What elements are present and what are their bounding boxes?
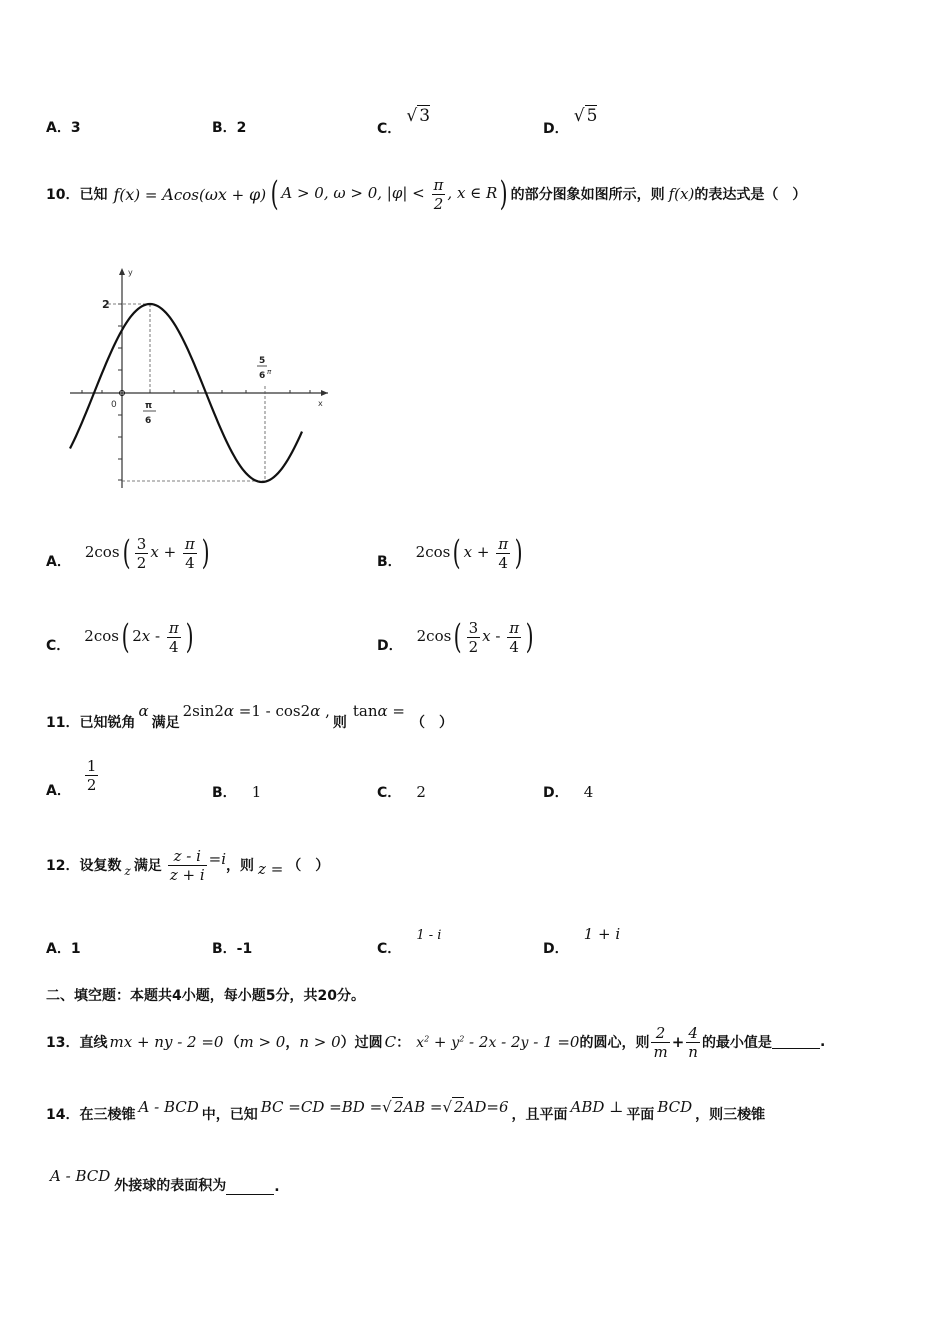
x-tick1-num: π	[145, 401, 153, 411]
x-tick2-pi: π	[267, 368, 272, 376]
q12-option-d: D． 1 + i	[543, 925, 621, 957]
q9-option-b: B．2	[212, 120, 247, 136]
q14-answer-blank	[226, 1182, 274, 1195]
x-tick2-den: 6	[259, 371, 266, 381]
q11-option-c: C． 2	[377, 783, 426, 801]
q9-option-d: D． √ 5	[543, 106, 598, 137]
q12-option-a: A．1	[46, 941, 81, 957]
q12-option-c: C． 1 - i	[377, 928, 442, 957]
q14-stem-line2: A - BCD 外接球的表面积为 .	[50, 1167, 280, 1195]
q13-answer-blank	[772, 1036, 820, 1049]
q12-stem: 12．设复数 z 满足 $\frac{z - i}{z + i}$ =i ，则 z = （ ）	[46, 846, 330, 884]
x-axis-arrow	[321, 390, 328, 396]
function-graph	[66, 262, 336, 492]
q10-option-a: A． 2cos( $\frac{3}{2}$ x + $\frac{\pi}{4}$ )	[46, 533, 210, 573]
q14-stem-line1: 14．在三棱锥 A - BCD 中，已知 BC =CD =BD =√ 2AB =√ 2AD=6 ，且平面 ABD ⊥ 平面 BCD ，则三棱锥	[46, 1098, 766, 1123]
q11-option-b: B． 1	[212, 783, 262, 801]
x-tick1-den: 6	[145, 416, 152, 426]
q10-option-c: C． 2cos( 2x - $\frac{\pi}{4}$ )	[46, 617, 194, 657]
q13-stem: 13．直线 mx + ny - 2 =0 （ m > 0 ， n > 0 ）过圆 C ： $x^2 + y^2 - 2x - 2y - 1 =0$ 的圆心，则 $\frac{2}{m}$ + $\frac{4}{n}$ 的最小值是 .	[46, 1023, 826, 1061]
q9-option-a: A．3	[46, 120, 81, 136]
q10-stem: 10．已知 f(x) = Acos(ωx + φ) ( A > 0, ω > 0, |φ| < $\frac{\pi}{2}$ , x ∈ R) 的部分图象如图所示，则 f(x) 的表达式是（ ）	[46, 174, 807, 214]
q10-option-d: D． 2cos( $\frac{3}{2}$ x - $\frac{\pi}{4}$ )	[377, 617, 534, 657]
q10-option-b: B． 2cos( x + $\frac{\pi}{4}$ )	[377, 533, 523, 573]
section-header: 二、填空题：本题共4小题，每小题5分，共20分。	[46, 988, 365, 1004]
x-tick2-num: 5	[259, 356, 266, 366]
q11-option-d: D． 4	[543, 783, 594, 801]
q12-option-b: B．-1	[212, 941, 253, 957]
q11-stem: 11．已知锐角 α 满足 2sin2α =1 - cos2α , 则 tanα = （ ）	[46, 702, 453, 731]
y-axis-arrow	[119, 268, 125, 275]
x-axis-label: x	[318, 399, 323, 408]
y-axis-label: y	[128, 268, 133, 277]
q9-option-c: C． √ 3	[377, 106, 431, 137]
q11-option-a: A． $\frac{1}{2}$	[46, 757, 97, 799]
y-max-label: 2	[102, 298, 110, 311]
origin-label: 0	[111, 400, 117, 410]
